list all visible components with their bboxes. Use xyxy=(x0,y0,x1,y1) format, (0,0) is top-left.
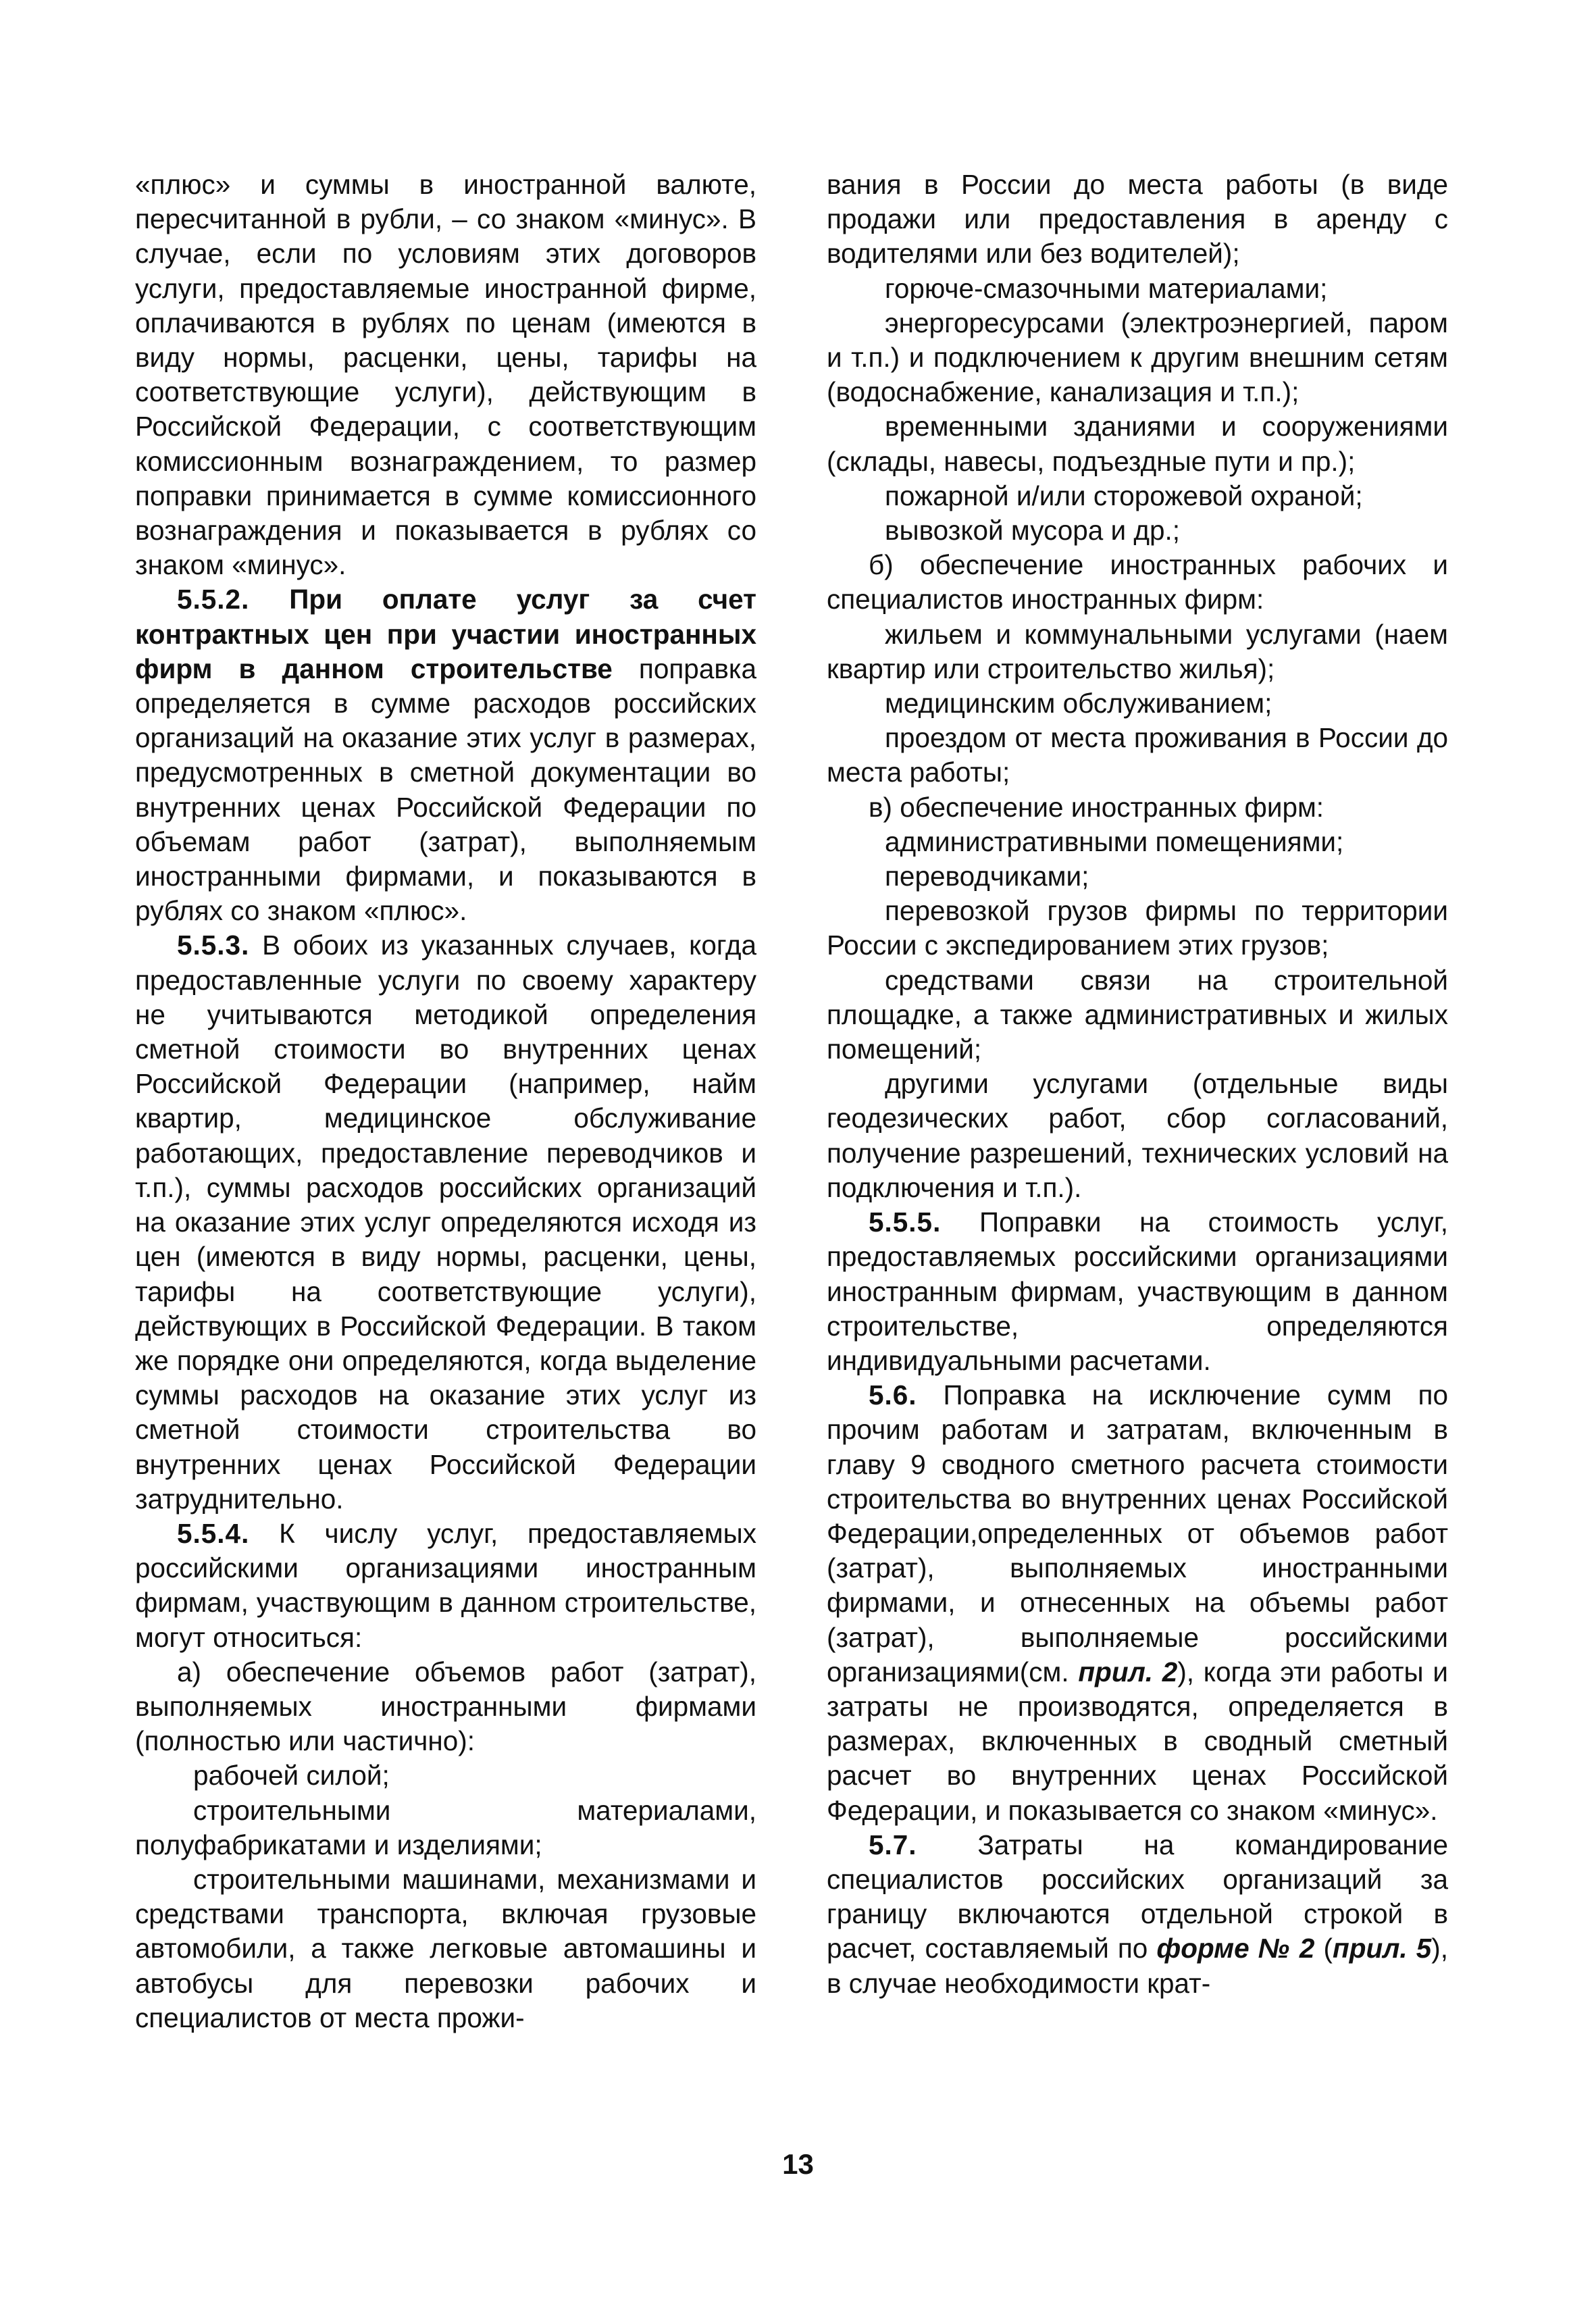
paragraph-5-6 xyxy=(827,1378,1448,1828)
section-number: 5.5.3. xyxy=(177,930,250,961)
paragraph-text: В обоих из указанных случаев, когда предоставленные услуги по своему характеру не учитываются методикой определения сметной стоимости во внутренних ценах Российской Федерации (например, найм квартир, медицинское обслуживание работающих, предоставление переводчиков и т.п.), суммы расходов российских организаций на оказание этих услуг определяются исходя из цен (имеются в виду нормы, расценки, цены, тарифы на соответствующие услуги), действующих в Российской Федерации. В таком же порядке они определяются, когда выделение суммы расходов на оказание этих услуг из сметной стоимости строительства во внутренних ценах Российской Федерации затруднительно. xyxy=(135,930,756,1515)
paragraph-text: Поправка на исключение сумм по прочим работам и затратам, включенным в главу 9 сводного сметного расчета стоимости строительства во внутренних ценах Российской Федерации,определенных от объемов работ (затрат), выполняемых иностранными фирмами, и отнесенных на объемы работ (затрат), выполняемые российскими организациями(см. xyxy=(827,1379,1448,1687)
paragraph-text: ), когда эти работы и затраты не производятся, определяется в размерах, включенных в сводный сметный расчет во внутренних ценах Российской Федерации, и показывается со знаком «минус». xyxy=(827,1656,1448,1826)
list-subitem: другими услугами (отдельные виды геодезических работ, сбор согласований, получение разрешений, технических условий на подключения и т.п.). xyxy=(827,1068,1448,1203)
list-subitem: рабочей силой; xyxy=(193,1760,390,1791)
form-reference: форме № 2 xyxy=(1156,1933,1315,1964)
list-subitem: строительными материалами, полуфабрикатами и изделиями; xyxy=(135,1794,756,1860)
paragraph-5-5-3 xyxy=(135,928,756,1516)
list-subitem: строительными машинами, механизмами и средствами транспорта, включая грузовые автомобили, а также легковые автомашины и автобусы для перевозки рабочих и специалистов от места прожи- xyxy=(135,1863,756,2033)
section-number: 5.7. xyxy=(869,1829,917,1860)
bold-heading-text: При оплате услуг за счет контрактных цен при участии иностранных фирм в данном строительстве xyxy=(135,584,756,684)
list-subitem: средствами связи на строительной площадке, а также административных и жилых помещений; xyxy=(827,964,1448,1065)
list-subitem: переводчиками; xyxy=(885,861,1089,892)
left-column xyxy=(135,168,756,2035)
list-subitem: пожарной и/или сторожевой охраной; xyxy=(885,480,1363,511)
paragraph-text: Поправки на стоимость услуг, предоставляемых российскими организациями иностранным фирмам, участвующим в данном строительстве, определяются индивидуальными расчетами. xyxy=(827,1206,1448,1376)
paragraph-5-5-2 xyxy=(135,582,756,928)
list-subitem: жильем и коммунальными услугами (наем квартир или строительство жилья); xyxy=(827,618,1448,684)
paragraph-5-7 xyxy=(827,1828,1448,2001)
paragraph-text: Затраты на командирование специалистов российских организаций за границу включаются отдельной строкой в расчет, составляемый по xyxy=(827,1829,1448,1964)
list-item-v: в) обеспечение иностранных фирм: xyxy=(869,791,1324,823)
appendix-reference: прил. 2 xyxy=(1078,1656,1178,1687)
list-subitem: горюче-смазочными материалами; xyxy=(885,272,1328,304)
list-subitem: вывозкой мусора и др.; xyxy=(885,515,1181,547)
page-number: 13 xyxy=(782,2148,814,2180)
list-item-a: а) обеспечение объемов работ (затрат), выполняемых иностранными фирмами (полностью или частично): xyxy=(135,1656,756,1757)
paragraph-5-5-5 xyxy=(827,1205,1448,1378)
list-subitem: перевозкой грузов фирмы по территории России с экспедированием этих грузов; xyxy=(827,895,1448,961)
right-column xyxy=(827,168,1448,2001)
list-subitem: временными зданиями и сооружениями (склады, навесы, подъездные пути и пр.); xyxy=(827,411,1448,477)
list-item-b: б) обеспечение иностранных рабочих и специалистов иностранных фирм: xyxy=(827,549,1448,615)
list-subitem: медицинским обслуживанием; xyxy=(885,688,1272,719)
paragraph-text: К числу услуг, предоставляемых российскими организациями иностранным фирмам, участвующим в данном строительстве, могут относиться: xyxy=(135,1517,756,1653)
list-subitem: энергоресурсами (электроэнергией, паром и т.п.) и подключением к другим внешним сетям (водоснабжение, канализация и т.п.); xyxy=(827,307,1448,408)
paragraph-5-5-4 xyxy=(135,1517,756,1655)
paragraph-text: ), в случае необходимости крат- xyxy=(827,1933,1448,1999)
paragraph-continuation: вания в России до места работы (в виде продажи или предоставления в аренду с водителями или без водителей); xyxy=(827,169,1448,270)
list-subitem: административными помещениями; xyxy=(885,825,1344,857)
section-number: 5.5.5. xyxy=(869,1206,942,1238)
paragraph-text: поправка определяется в сумме расходов российских организаций на оказание этих услуг в размерах, предусмотренных в сметной документации во внутренних ценах Российской Федерации по объемам работ (затрат), выполняемым иностранными фирмами, и показываются в рублях со знаком «плюс». xyxy=(135,653,756,927)
paragraph: «плюс» и суммы в иностранной валюте, пересчитанной в рубли, – со знаком «минус». В случае, если по условиям этих договоров услуги, предоставляемые иностранной фирме, оплачиваются в рублях по ценам (имеются в виду нормы, расценки, цены, тарифы на соответствующие услуги), действующим в Российской Федерации, с соответствующим комиссионным вознаграждением, то размер поправки принимается в сумме комиссионного вознаграждения и показывается в рублях со знаком «минус». xyxy=(135,169,756,581)
section-number: 5.6. xyxy=(869,1379,917,1411)
paragraph-text: ( xyxy=(1323,1933,1333,1964)
section-number: 5.5.4. xyxy=(177,1517,250,1549)
list-subitem: проездом от места проживания в России до места работы; xyxy=(827,722,1448,788)
appendix-reference: прил. 5 xyxy=(1333,1933,1432,1964)
section-number: 5.5.2. xyxy=(177,584,250,615)
